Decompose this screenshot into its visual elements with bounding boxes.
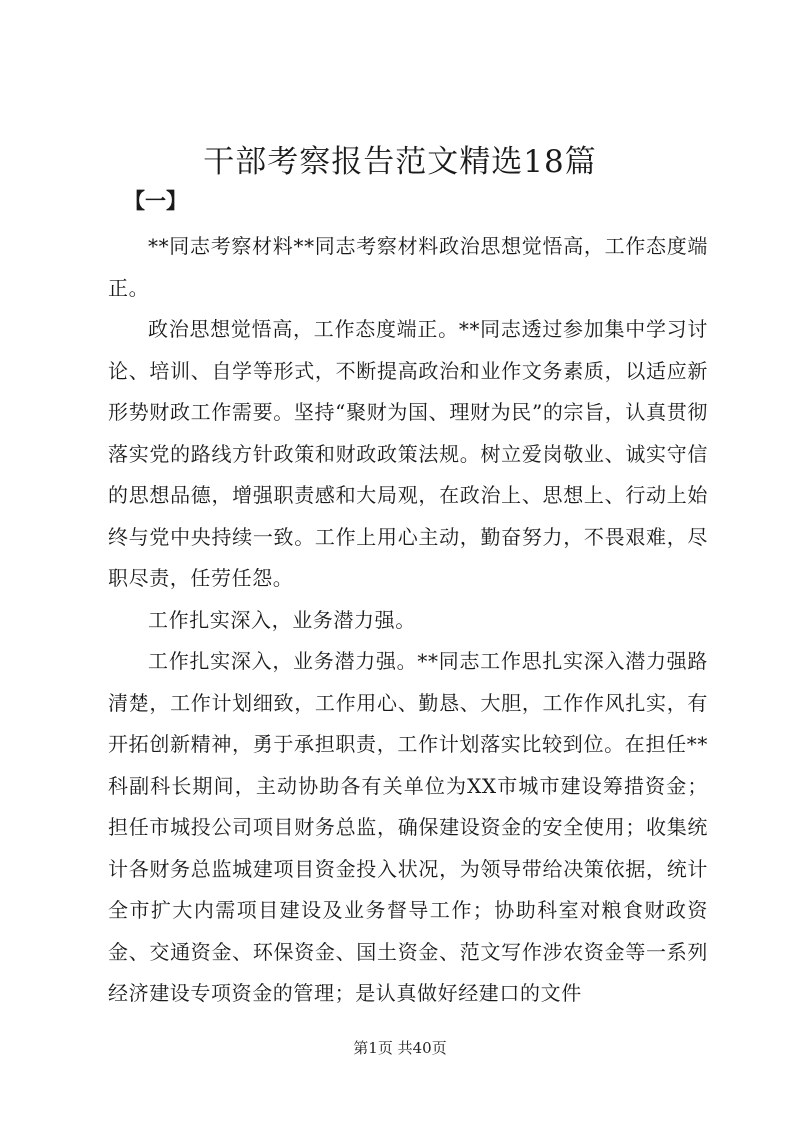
- paragraph: 工作扎实深入，业务潜力强。: [148, 607, 416, 632]
- paragraph: 工作扎实深入，业务潜力强。**同志工作思扎实深入潜力强路清楚，工作计划细致，工作用心、勤恳、大胆，工作作风扎实，有开拓创新精神，勇于承担职责，工作计划落实比较到位。在担任**科副科长期间，主动协助各有关单位为XX市城市建设筹措资金；担任市城投公司项目财务总监，确保建设资金的安全使用；收集统计各财务总监城建项目资金投入状况，为领导带给决策依据，统计全市扩大内需项目建设及业务督导工作；协助科室对粮食财政资金、交通资金、环保资金、国土资金、范文写作涉农资金等一系列经济建设专项资金的管理；是认真做好经建口的文件: [108, 649, 708, 1005]
- paragraph: 政治思想觉悟高，工作态度端正。**同志透过参加集中学习讨论、培训、自学等形式，不断提高政治和业作文务素质，以适应新形势财政工作需要。坚持“聚财为国、理财为民”的宗旨，认真贯彻落实党的路线方针政策和财政政策法规。树立爱岗敬业、诚实守信的思想品德，增强职责感和大局观，在政治上、思想上、行动上始终与党中央持续一致。工作上用心主动，勤奋努力，不畏艰难，尽职尽责，任劳任怨。: [108, 317, 708, 590]
- page-footer: 第1页 共40页: [353, 1039, 447, 1057]
- document-title: 干部考察报告范文精选18篇: [203, 144, 597, 180]
- section-label: 【一】: [124, 188, 187, 213]
- paragraph: **同志考察材料**同志考察材料政治思想觉悟高，工作态度端正。: [108, 234, 708, 300]
- document-body: [108, 226, 708, 1015]
